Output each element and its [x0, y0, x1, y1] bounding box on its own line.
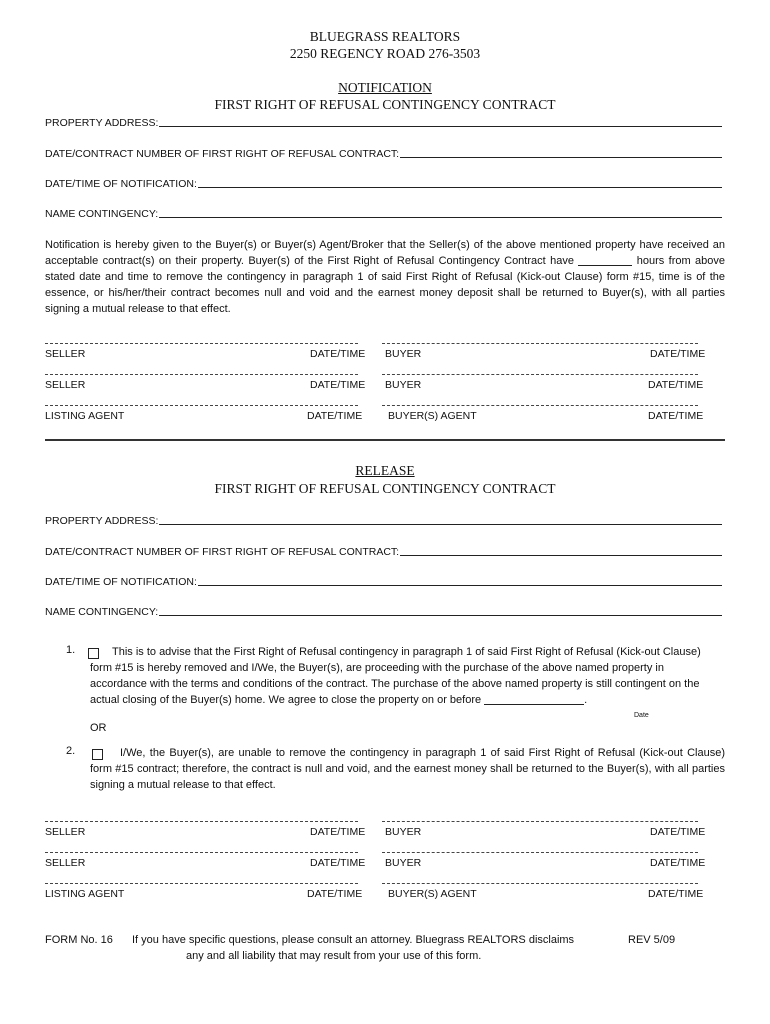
signature-line[interactable]: [45, 405, 358, 406]
signature-line[interactable]: [45, 883, 358, 884]
company-name: BLUEGRASS REALTORS: [309, 29, 461, 44]
release-date-time-field[interactable]: [45, 576, 722, 588]
date-time-label: DATE/TIME: [648, 379, 704, 391]
company-address: 2250 REGENCY ROAD 276-3503: [289, 46, 481, 61]
date-time-label: DATE/TIME: [310, 348, 366, 360]
listing-agent-label: LISTING AGENT: [45, 888, 125, 900]
option-1-text: This is to advise that the First Right of Refusal contingency in paragraph 1 of said First Right of Refusal (Kick-out Clause) form #15 is hereby removed and I/We, the Buyer(s), are proceeding with the purchase of the above named property in accordance with the terms and conditions of the contract. The purchase of the above named property is still contingent on the actual closing of the Buyer(s) home. We agree to close the property on or before: [90, 646, 701, 706]
signature-line[interactable]: [382, 343, 698, 344]
buyers-agent-label: BUYER(S) AGENT: [388, 888, 477, 900]
option-2-number: 2.: [66, 745, 76, 757]
field-label: DATE/TIME OF NOTIFICATION:: [45, 576, 197, 588]
fill-line[interactable]: [159, 606, 722, 616]
seller-label: SELLER: [45, 857, 86, 869]
option-1-body: This is to advise that the First Right of Refusal contingency in paragraph 1 of said First Right of Refusal (Kick-out Clause) form #15 is hereby removed and I/We, the Buyer(s), are proceeding with the purchase of the above named property in accordance with the terms and conditions of the contract. The purchase of the above named property is still contingent on the actual closing of the Buyer(s) home. We agree to close the property on or before .: [90, 646, 701, 706]
notification-body: [45, 237, 725, 317]
date-time-label: DATE/TIME: [648, 888, 704, 900]
field-label: DATE/CONTRACT NUMBER OF FIRST RIGHT OF REFUSAL CONTRACT:: [45, 546, 400, 558]
date-time-label: DATE/TIME: [307, 410, 363, 422]
fill-line[interactable]: [198, 178, 722, 188]
buyers-agent-label: BUYER(S) AGENT: [388, 410, 477, 422]
form-number: FORM No. 16: [45, 934, 113, 946]
seller-label: SELLER: [45, 379, 86, 391]
date-time-label: DATE/TIME: [310, 826, 366, 838]
field-label: PROPERTY ADDRESS:: [45, 515, 159, 527]
signature-line[interactable]: [382, 405, 698, 406]
release-subtitle: FIRST RIGHT OF REFUSAL CONTINGENCY CONTRACT: [214, 481, 556, 496]
signature-line[interactable]: [382, 821, 698, 822]
or-label: OR: [90, 722, 107, 734]
seller-label: SELLER: [45, 826, 86, 838]
field-label: DATE/TIME OF NOTIFICATION:: [45, 178, 197, 190]
buyer-label: BUYER: [385, 826, 422, 838]
disclaimer-line-2: any and all liability that may result from your use of this form.: [186, 950, 482, 962]
field-label: NAME CONTINGENCY:: [45, 208, 159, 220]
buyer-label: BUYER: [385, 379, 422, 391]
signature-line[interactable]: [382, 883, 698, 884]
signature-line[interactable]: [382, 852, 698, 853]
notification-date-contract-field[interactable]: [45, 148, 722, 160]
buyer-label: BUYER: [385, 348, 422, 360]
notification-title-text: NOTIFICATION: [338, 80, 432, 95]
notification-body-part1: Notification is hereby given to the Buyer(s) or Buyer(s) Agent/Broker that the Seller(s) of the above mentioned property have received an acceptable contract(s) on their property. Buyer(s) of the First Right of Refusal Contingency Contract have: [45, 239, 725, 267]
release-title: [0, 463, 770, 479]
notification-subtitle: FIRST RIGHT OF REFUSAL CONTINGENCY CONTRACT: [214, 97, 556, 112]
fill-line[interactable]: [159, 208, 722, 218]
date-time-label: DATE/TIME: [310, 857, 366, 869]
fill-line[interactable]: [159, 515, 722, 525]
notification-property-address-field[interactable]: [45, 117, 722, 129]
release-title-text: RELEASE: [355, 463, 415, 478]
fill-line[interactable]: [198, 576, 722, 586]
signature-line[interactable]: [45, 343, 358, 344]
signature-line[interactable]: [45, 374, 358, 375]
notification-title: [0, 80, 770, 96]
date-time-label: DATE/TIME: [307, 888, 363, 900]
date-time-label: DATE/TIME: [650, 826, 706, 838]
field-label: NAME CONTINGENCY:: [45, 606, 159, 618]
signature-line[interactable]: [45, 852, 358, 853]
close-date-blank[interactable]: [484, 704, 584, 705]
section-divider: [45, 439, 725, 441]
fill-line[interactable]: [400, 148, 722, 158]
fill-line[interactable]: [400, 546, 722, 556]
disclaimer-line-1: If you have specific questions, please consult an attorney. Bluegrass REALTORS disclaims: [132, 934, 575, 946]
notification-body-part2: hours from above stated date and time to remove the contingency in paragraph 1 of said First Right of Refusal (Kick-out Clause) form #15, time is of the essence, or his/her/their contract becomes null and void and the earnest money deposit shall be returned to Buyer(s), with all parties signing a mutual release to that effect.: [45, 255, 725, 315]
date-time-label: DATE/TIME: [650, 348, 706, 360]
seller-label: SELLER: [45, 348, 86, 360]
date-time-label: DATE/TIME: [650, 857, 706, 869]
field-label: PROPERTY ADDRESS:: [45, 117, 159, 129]
date-time-label: DATE/TIME: [648, 410, 704, 422]
date-caption: Date: [634, 712, 649, 719]
option-1-number: 1.: [66, 644, 76, 656]
fill-line[interactable]: [159, 117, 722, 127]
field-label: DATE/CONTRACT NUMBER OF FIRST RIGHT OF REFUSAL CONTRACT:: [45, 148, 400, 160]
notification-name-contingency-field[interactable]: [45, 208, 722, 220]
revision-label: REV 5/09: [628, 934, 676, 946]
release-date-contract-field[interactable]: [45, 546, 722, 558]
signature-line[interactable]: [45, 821, 358, 822]
date-time-label: DATE/TIME: [310, 379, 366, 391]
listing-agent-label: LISTING AGENT: [45, 410, 125, 422]
notification-date-time-field[interactable]: [45, 178, 722, 190]
release-property-address-field[interactable]: [45, 515, 722, 527]
option-2-body: I/We, the Buyer(s), are unable to remove the contingency in paragraph 1 of said First Right of Refusal (Kick-out Clause) form #15 contract; therefore, the contract is null and void, and the earnest money shall be returned to the Buyer(s), with all parties signing a mutual release to that effect.: [90, 747, 725, 791]
hours-blank[interactable]: [578, 265, 632, 266]
buyer-label: BUYER: [385, 857, 422, 869]
release-name-contingency-field[interactable]: [45, 606, 722, 618]
signature-line[interactable]: [382, 374, 698, 375]
